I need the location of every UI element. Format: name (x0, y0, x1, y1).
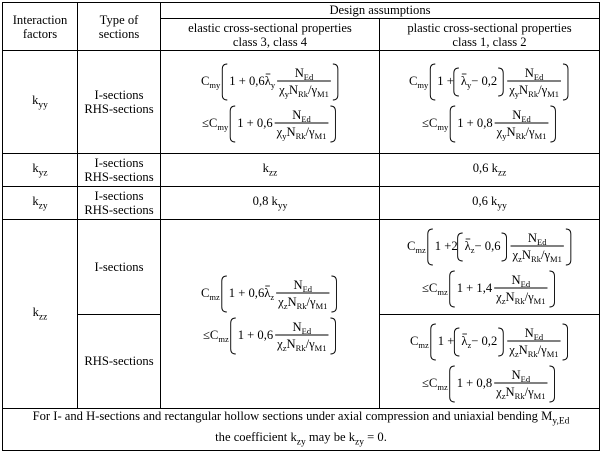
svg-text:/: / (306, 295, 311, 309)
sections-kyy-i: I-sections (94, 88, 144, 102)
svg-text:mz: mz (417, 339, 429, 350)
svg-text:N: N (524, 66, 534, 80)
svg-text:M1: M1 (314, 343, 326, 353)
svg-text:/: / (538, 83, 542, 97)
svg-text:/: / (305, 125, 310, 139)
svg-text:N: N (524, 325, 534, 340)
svg-text:M1: M1 (316, 89, 329, 99)
equation (161, 272, 379, 314)
header-type-of-sections-text: Type of sections (98, 12, 140, 41)
svg-text:z: z (283, 301, 288, 311)
svg-text:z: z (282, 343, 287, 353)
elastic-kyz-k: k (262, 161, 269, 176)
row-kzy (3, 187, 600, 220)
elastic-kzy (161, 187, 380, 220)
equation (380, 225, 599, 267)
svg-text:z: z (466, 339, 471, 350)
factor-kyz-k: k (32, 161, 39, 176)
svg-text:γ: γ (528, 290, 534, 304)
svg-text:/: / (307, 83, 311, 97)
plastic-kzy-sub: yy (497, 201, 507, 212)
svg-text:Rk: Rk (295, 131, 306, 141)
svg-text:C: C (409, 333, 418, 348)
plastic-kyz-sub: zz (497, 168, 507, 179)
svg-text:λ: λ (460, 74, 467, 88)
equation-svg (408, 320, 572, 362)
sections-kyy (78, 51, 161, 154)
factor-kzy (3, 187, 78, 220)
header-design-assumptions (161, 3, 600, 19)
svg-text:C: C (428, 116, 437, 130)
plastic-kyz (380, 154, 600, 187)
svg-text:γ: γ (310, 295, 316, 309)
equation (161, 60, 379, 102)
svg-text:Ed: Ed (520, 373, 531, 384)
elastic-kyz-sub: zz (268, 168, 278, 179)
svg-text:my: my (436, 122, 448, 132)
svg-text:Ed: Ed (302, 284, 313, 294)
svg-text:λ: λ (264, 286, 271, 300)
svg-text:γ: γ (540, 342, 547, 357)
interaction-factors-table-wrapper (2, 2, 599, 448)
elastic-kyy (161, 51, 380, 154)
svg-text:mz: mz (209, 292, 220, 302)
factor-kzz-sub: zz (38, 312, 48, 323)
svg-text:M1: M1 (314, 131, 327, 141)
row-kyy (3, 51, 600, 154)
equation (380, 60, 599, 102)
svg-text:/: / (524, 384, 529, 399)
sections-kyy-rhs: RHS-sections (84, 102, 154, 116)
interaction-factors-table (2, 2, 600, 451)
svg-text:/: / (525, 125, 529, 139)
svg-text:γ: γ (543, 248, 550, 262)
svg-text:C: C (200, 74, 209, 88)
factor-kyy-sub: yy (38, 100, 48, 111)
header-type-of-sections (78, 3, 161, 51)
elastic-kzy-coef: 0,8 k (252, 194, 278, 209)
svg-text:1 +: 1 + (437, 74, 454, 88)
svg-text:N: N (527, 231, 537, 245)
svg-text:C: C (209, 328, 218, 342)
svg-text:Rk: Rk (528, 89, 539, 99)
plastic-kzy-coef: 0,6 k (472, 194, 498, 209)
factor-kzz-k: k (32, 305, 39, 320)
sections-kzz-i (78, 220, 161, 315)
svg-text:z: z (470, 245, 475, 255)
elastic-kyz (161, 154, 380, 187)
svg-text:χ: χ (276, 125, 283, 139)
svg-text:Ed: Ed (533, 331, 543, 342)
footnote-line2-sub1: zy (296, 437, 306, 448)
svg-text:Rk: Rk (515, 131, 526, 141)
footnote (3, 409, 600, 451)
factor-kyy (3, 51, 78, 154)
svg-text:1 + 0,6: 1 + 0,6 (228, 286, 265, 300)
svg-text:M1: M1 (533, 390, 546, 401)
footnote-line1 (3, 409, 599, 430)
equation-svg (420, 102, 560, 144)
row-kzz-i (3, 220, 600, 315)
svg-text:Ed: Ed (301, 326, 311, 336)
svg-text:N: N (518, 342, 528, 357)
svg-text:N: N (505, 384, 515, 399)
elastic-kzy-sub: yy (277, 201, 288, 212)
svg-text:N: N (511, 108, 521, 122)
svg-text:Ed: Ed (533, 72, 544, 82)
plastic-kzz-rhs (380, 315, 600, 409)
factor-kyz-sub: yz (38, 168, 48, 179)
svg-text:N: N (292, 108, 302, 122)
svg-text:N: N (288, 83, 298, 97)
svg-text:− 0,6: − 0,6 (474, 239, 501, 253)
svg-text:γ: γ (528, 125, 535, 139)
svg-text:N: N (286, 125, 296, 139)
svg-text:C: C (201, 286, 210, 300)
svg-text:1 +: 1 + (434, 239, 451, 253)
svg-text:≤: ≤ (422, 375, 429, 390)
svg-text:/: / (540, 248, 544, 262)
svg-text:λ: λ (460, 333, 467, 348)
svg-text:γ: γ (308, 337, 315, 351)
svg-text:z: z (517, 254, 522, 264)
svg-text:N: N (293, 278, 303, 292)
header-plastic-line2: class 1, class 2 (452, 34, 527, 49)
svg-text:N: N (505, 290, 515, 304)
svg-text:≤: ≤ (422, 281, 429, 295)
svg-text:χ: χ (276, 337, 283, 351)
svg-text:Ed: Ed (520, 114, 531, 124)
svg-text:my: my (208, 80, 220, 90)
svg-text:N: N (519, 83, 529, 97)
header-plastic-line1: plastic cross-sectional properties (407, 20, 572, 35)
svg-text:Ed: Ed (303, 72, 313, 82)
svg-text:Rk: Rk (527, 348, 538, 359)
svg-text:M1: M1 (546, 348, 559, 359)
svg-text:γ: γ (528, 384, 534, 399)
svg-text:N: N (521, 248, 531, 262)
svg-text:χ: χ (496, 290, 502, 304)
svg-text:Ed: Ed (536, 237, 546, 247)
header-interaction-factors (3, 3, 78, 51)
sections-kzy-i: I-sections (94, 189, 144, 203)
header-elastic (161, 19, 380, 51)
svg-text:Rk: Rk (297, 89, 308, 99)
svg-text:− 0,2: − 0,2 (471, 74, 498, 88)
factor-kzz (3, 220, 78, 409)
svg-text:λ: λ (264, 74, 271, 88)
svg-text:≤: ≤ (202, 116, 209, 130)
sections-kzz-rhs (78, 315, 161, 409)
plastic-kyz-coef: 0,6 k (472, 161, 498, 176)
svg-text:mz: mz (437, 287, 448, 297)
equation-svg (405, 225, 575, 267)
svg-text:Rk: Rk (296, 301, 307, 311)
svg-text:1 + 0,6: 1 + 0,6 (237, 116, 273, 130)
svg-text:my: my (217, 122, 229, 132)
header-design-assumptions-text: Design assumptions (329, 3, 431, 17)
svg-text:Rk: Rk (530, 254, 541, 264)
equation-svg (407, 60, 572, 102)
svg-text:M1: M1 (547, 89, 559, 99)
equation-svg (199, 272, 341, 314)
equation (380, 267, 599, 309)
svg-text:y: y (282, 131, 287, 141)
equation-svg (199, 60, 342, 102)
equation (380, 362, 599, 404)
svg-text:/: / (537, 342, 541, 357)
svg-text:1 + 0,6: 1 + 0,6 (228, 74, 265, 88)
svg-text:my: my (417, 80, 429, 90)
svg-text:1 + 1,4: 1 + 1,4 (456, 281, 493, 295)
svg-text:− 0,2: − 0,2 (470, 333, 497, 348)
svg-text:mz: mz (414, 245, 426, 255)
svg-text:χ: χ (278, 295, 284, 309)
footnote-line2 (3, 430, 599, 451)
svg-text:y: y (284, 89, 289, 99)
sections-kyz-i: I-sections (94, 156, 144, 170)
svg-text:y: y (270, 80, 275, 90)
svg-text:1 + 0,8: 1 + 0,8 (456, 375, 493, 390)
plastic-kzz-i (380, 220, 600, 315)
svg-text:χ: χ (512, 248, 518, 262)
svg-text:y: y (466, 80, 472, 90)
factor-kyz (3, 154, 78, 187)
equation-svg (200, 102, 340, 144)
svg-text:γ: γ (309, 125, 315, 139)
svg-text:Rk: Rk (514, 390, 525, 401)
equation-svg (420, 362, 559, 404)
svg-text:N: N (286, 337, 296, 351)
svg-text:N: N (294, 66, 304, 80)
factor-kyy-k: k (32, 93, 39, 108)
svg-text:C: C (409, 74, 418, 88)
footnote-line1-sub: y,Ed (552, 416, 570, 427)
svg-text:1 + 0,8: 1 + 0,8 (456, 116, 493, 130)
svg-text:M1: M1 (315, 301, 328, 311)
svg-text:/: / (524, 290, 529, 304)
svg-text:C: C (406, 239, 415, 253)
svg-text:N: N (511, 367, 521, 382)
svg-text:y: y (514, 89, 520, 99)
equation-svg (420, 267, 559, 309)
equation (380, 320, 599, 362)
svg-text:Rk: Rk (514, 296, 525, 306)
footnote-line2-a: the coefficient k (215, 429, 297, 444)
svg-text:N: N (511, 273, 521, 287)
svg-text:Ed: Ed (301, 114, 311, 124)
sections-kyz-rhs: RHS-sections (84, 170, 154, 184)
row-kyz (3, 154, 600, 187)
svg-text:z: z (514, 348, 519, 359)
equation (161, 102, 379, 144)
svg-text:mz: mz (437, 381, 448, 392)
svg-text:N: N (287, 295, 297, 309)
svg-text:1 + 0,6: 1 + 0,6 (237, 328, 273, 342)
svg-text:χ: χ (508, 342, 515, 357)
svg-text:1 +: 1 + (437, 333, 454, 348)
svg-text:λ: λ (464, 239, 471, 253)
svg-text:mz: mz (217, 334, 229, 344)
sections-kzy-rhs: RHS-sections (84, 203, 154, 217)
svg-text:χ: χ (509, 83, 515, 97)
sections-kzz-rhs-text: RHS-sections (84, 354, 154, 368)
equation (380, 102, 599, 144)
svg-text:γ: γ (310, 83, 317, 97)
svg-text:M1: M1 (549, 254, 562, 264)
header-plastic (380, 19, 600, 51)
svg-text:χ: χ (496, 125, 502, 139)
svg-text:Rk: Rk (295, 343, 306, 353)
footnote-line2-sub2: zy (355, 437, 364, 448)
elastic-kzz (161, 220, 380, 409)
svg-text:χ: χ (496, 384, 502, 399)
sections-kyz (78, 154, 161, 187)
factor-kzy-k: k (32, 194, 39, 209)
plastic-kzy (380, 187, 600, 220)
svg-text:γ: γ (541, 83, 548, 97)
header-interaction-factors-text: Interaction factors (12, 12, 68, 41)
svg-text:≤: ≤ (421, 116, 429, 130)
sections-kzy (78, 187, 161, 220)
svg-text:M1: M1 (534, 131, 546, 141)
factor-kzy-sub: zy (38, 201, 48, 212)
svg-text:N: N (506, 125, 516, 139)
svg-text:C: C (428, 281, 438, 295)
svg-text:N: N (292, 320, 302, 334)
equation (161, 314, 379, 356)
footnote-line2-b: may be k (305, 429, 356, 444)
svg-text:z: z (501, 296, 506, 306)
equation-svg (201, 314, 340, 356)
svg-text:y: y (501, 131, 506, 141)
svg-text:z: z (501, 390, 506, 401)
svg-text:C: C (428, 375, 438, 390)
svg-text:χ: χ (278, 83, 285, 97)
header-elastic-line1: elastic cross-sectional properties (188, 20, 352, 35)
svg-text:z: z (270, 292, 275, 302)
header-elastic-line2: class 3, class 4 (232, 34, 308, 49)
footnote-line1-text: For I- and H-sections and rectangular hollow sections under axial compression and uniaxial bending M (32, 409, 553, 423)
footnote-line2-c: = 0. (364, 429, 387, 444)
sections-kzz-i-text: I-sections (94, 259, 144, 274)
svg-text:/: / (305, 337, 309, 351)
plastic-kyy (380, 51, 600, 154)
svg-text:Ed: Ed (520, 279, 531, 289)
svg-text:M1: M1 (533, 296, 546, 306)
svg-text:C: C (208, 116, 218, 130)
svg-text:2: 2 (450, 239, 458, 253)
svg-text:≤: ≤ (202, 328, 210, 342)
